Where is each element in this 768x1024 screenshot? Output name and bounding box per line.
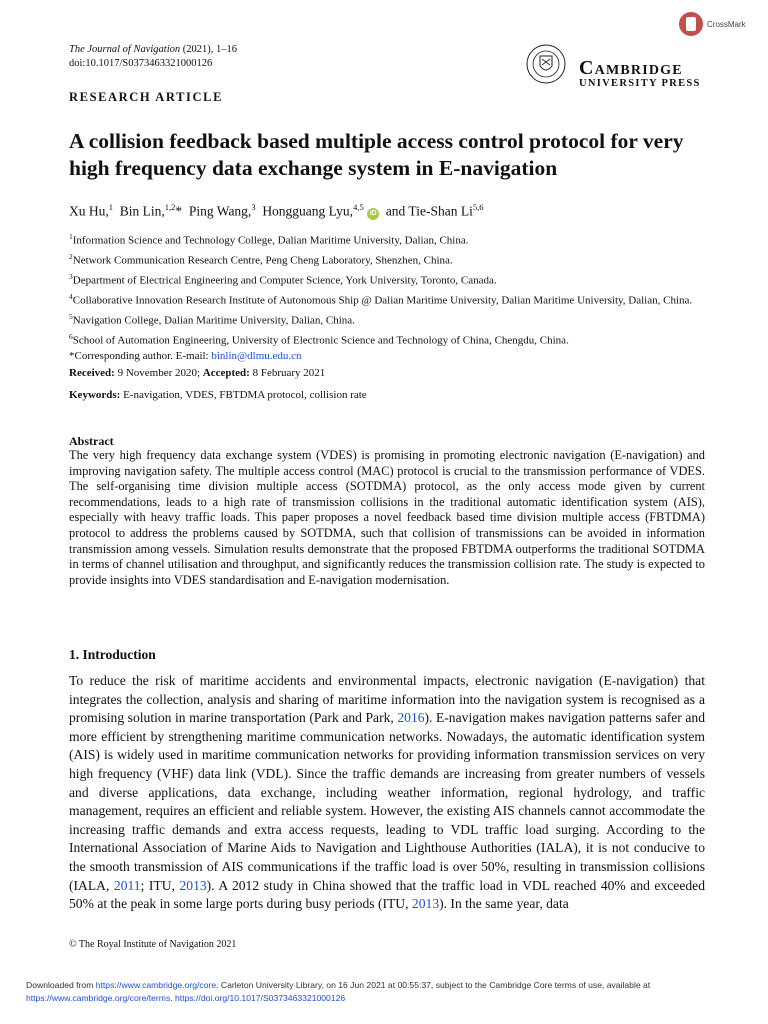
intro-text: ; ITU, (140, 877, 180, 893)
affiliation-text: Collaborative Innovation Research Institute of Autonomous Ship @ Dalian Maritime University, Dalian Maritime University, Dalian, China. (72, 294, 693, 307)
affiliation-sup: 4 (69, 292, 73, 302)
author-list (69, 198, 483, 221)
author: Hongguang Lyu, (262, 203, 354, 219)
author: Bin Lin, (119, 203, 165, 219)
affiliation-sup: 6 (69, 332, 73, 342)
article-type: RESEARCH ARTICLE (69, 90, 224, 104)
orcid-icon[interactable]: iD (367, 208, 379, 220)
affiliation-text: Network Communication Research Centre, Peng Cheng Laboratory, Shenzhen, China. (72, 254, 453, 267)
keywords-label: Keywords: (69, 389, 121, 401)
footer-text: . Carleton University Library, on 16 Jun 2021 at 00:55:37, subject to the Cambridge Core terms of use, available at (216, 980, 651, 990)
received-label: Received: (69, 367, 115, 379)
publisher-subtitle: UNIVERSITY PRESS (579, 78, 701, 89)
author: and Tie-Shan Li (385, 203, 473, 219)
intro-text: ). A 2012 study in China showed that the traffic load in VDL reached 40% and exceeded 50% at the peak in some large ports during busy periods (ITU, (69, 877, 705, 912)
affiliation-text: Navigation College, Dalian Maritime University, Dalian, China. (72, 314, 355, 327)
abstract-heading: Abstract (69, 434, 114, 448)
affiliation (69, 329, 709, 349)
cambridge-core-link[interactable]: https://www.cambridge.org/core (95, 980, 217, 990)
affiliation-text: Department of Electrical Engineering and Computer Science, York University, Toronto, Canada. (72, 274, 497, 287)
affiliations (69, 229, 709, 365)
keywords-text: E-navigation, VDES, FBTDMA protocol, collision rate (120, 389, 367, 401)
affiliation-sup: 1 (69, 232, 73, 241)
crossmark-badge[interactable] (679, 12, 746, 36)
abstract-text: The very high frequency data exchange system (VDES) is promising in promoting electronic navigation (E-navigation) and improving navigation safety. The multiple access control (MAC) protocol is crucial to the transmission performance of VDES. The self-organising time division multiple access (SOTDMA) protocol, as the only access mode given by current recommendations, leads to a high rate of transmission collisions in the traditional automatic identification system (AIS), especially with heavy traffic loads. This paper proposes a novel feedback based time division multiple access (FBTDMA) protocol to address the problems caused by SOTDMA, such that collision of transmissions can be avoided in information transmission among vessels. Simulation results demonstrate that the proposed FBTDMA outperforms the traditional SOTDMA in terms of channel utilisation and throughput, and significantly reduces the transmission collision rate. The study is expected to provide insights into VDES standardisation and E-navigation modernisation. (69, 448, 705, 587)
intro-text: ). In the same year, data (439, 896, 569, 912)
intro-text: To reduce the risk of maritime accidents and environmental impacts, electronic navigation (E-navigation) that integrates the collection, analysis and sharing of maritime information into the navigation system is recognised as a promising solution in marine transportation (Park and Park, (69, 673, 705, 726)
accepted-label: Accepted: (202, 367, 250, 379)
author-affil-sup: 4,5 (353, 202, 364, 212)
citation-link[interactable]: 2013 (411, 896, 440, 912)
affiliation-sup: 5 (69, 312, 73, 322)
affiliation-text: Information Science and Technology College, Dalian Maritime University, Dalian, China. (72, 234, 469, 247)
corresponding-mark: * (175, 203, 183, 219)
affiliation-sup: 3 (69, 272, 73, 282)
email-link[interactable]: binlin@dlmu.edu.cn (211, 350, 302, 363)
affiliation (69, 309, 709, 329)
affiliation (69, 229, 709, 249)
footer-text: . (170, 993, 176, 1003)
corresponding-author (69, 349, 709, 364)
affiliation (69, 289, 709, 309)
doi: doi:10.1017/S0373463321000126 (69, 58, 213, 69)
copyright-notice: © The Royal Institute of Navigation 2021 (69, 939, 237, 950)
crossmark-icon (679, 12, 703, 36)
paper-title: A collision feedback based multiple access control protocol for very high frequency data exchange system in E-navigation (69, 129, 684, 180)
journal-info: (2021), 1–16 (180, 44, 237, 55)
doi-link[interactable]: https://doi.org/10.1017/S0373463321000126 (175, 993, 346, 1003)
author: Ping Wang, (188, 203, 252, 219)
affiliation-text: School of Automation Engineering, University of Electronic Science and Technology of China, Chengdu, China. (72, 334, 569, 347)
terms-link[interactable]: https://www.cambridge.org/core/terms (26, 993, 171, 1003)
citation-link[interactable]: 2013 (179, 877, 207, 893)
citation-link[interactable]: 2016 (397, 710, 425, 726)
section-heading-introduction: 1. Introduction (69, 647, 156, 662)
author-affil-sup: 5,6 (472, 202, 484, 212)
accepted-date: 8 February 2021 (249, 367, 326, 379)
author-affil-sup: 3 (251, 202, 256, 212)
corresponding-label: *Corresponding author. E-mail: (69, 350, 212, 363)
intro-text: ). E-navigation makes navigation patterns safer and more efficient by strengthening maritime communication networks. Nowadays, the automatic identification system (AIS) is widely used in maritime communication networks for providing information transmission services on very high frequency (VHF) data link (VDL). Since the traffic demands are increasing from greater numbers of vessels and diverse applications, data exchange, including weather information, regional hydrology, and traffic management, requires an efficient and reliable system. However, the existing AIS channels cannot accommodate the increasing traffic demands and extra access requests, leading to VDL traffic load surging. According to the International Association of Marine Aids to Navigation and Lighthouse Authorities (IALA), it is not conducive to the smooth transmission of AIS communications if the traffic load is over 50%, resulting in transmission collisions (IALA, (69, 710, 705, 893)
affiliation (69, 269, 709, 289)
journal-citation (69, 43, 237, 57)
introduction-paragraph (69, 672, 705, 914)
university-crest-icon (526, 44, 566, 90)
author-affil-sup: 1,2 (164, 202, 176, 212)
publisher-name: Cambridge (579, 57, 683, 79)
footer-text: Downloaded from (26, 980, 96, 990)
article-dates (69, 366, 325, 381)
received-date: 9 November 2020; (114, 367, 203, 379)
affiliation-sup: 2 (69, 252, 73, 262)
crossmark-label: CrossMark (707, 19, 746, 29)
author: Xu Hu, (69, 203, 109, 219)
affiliation (69, 249, 709, 269)
citation-link[interactable]: 2011 (113, 877, 141, 893)
author-affil-sup: 1 (108, 202, 113, 212)
journal-name: The Journal of Navigation (69, 44, 181, 55)
download-footer (26, 979, 750, 1005)
keywords (69, 388, 367, 403)
